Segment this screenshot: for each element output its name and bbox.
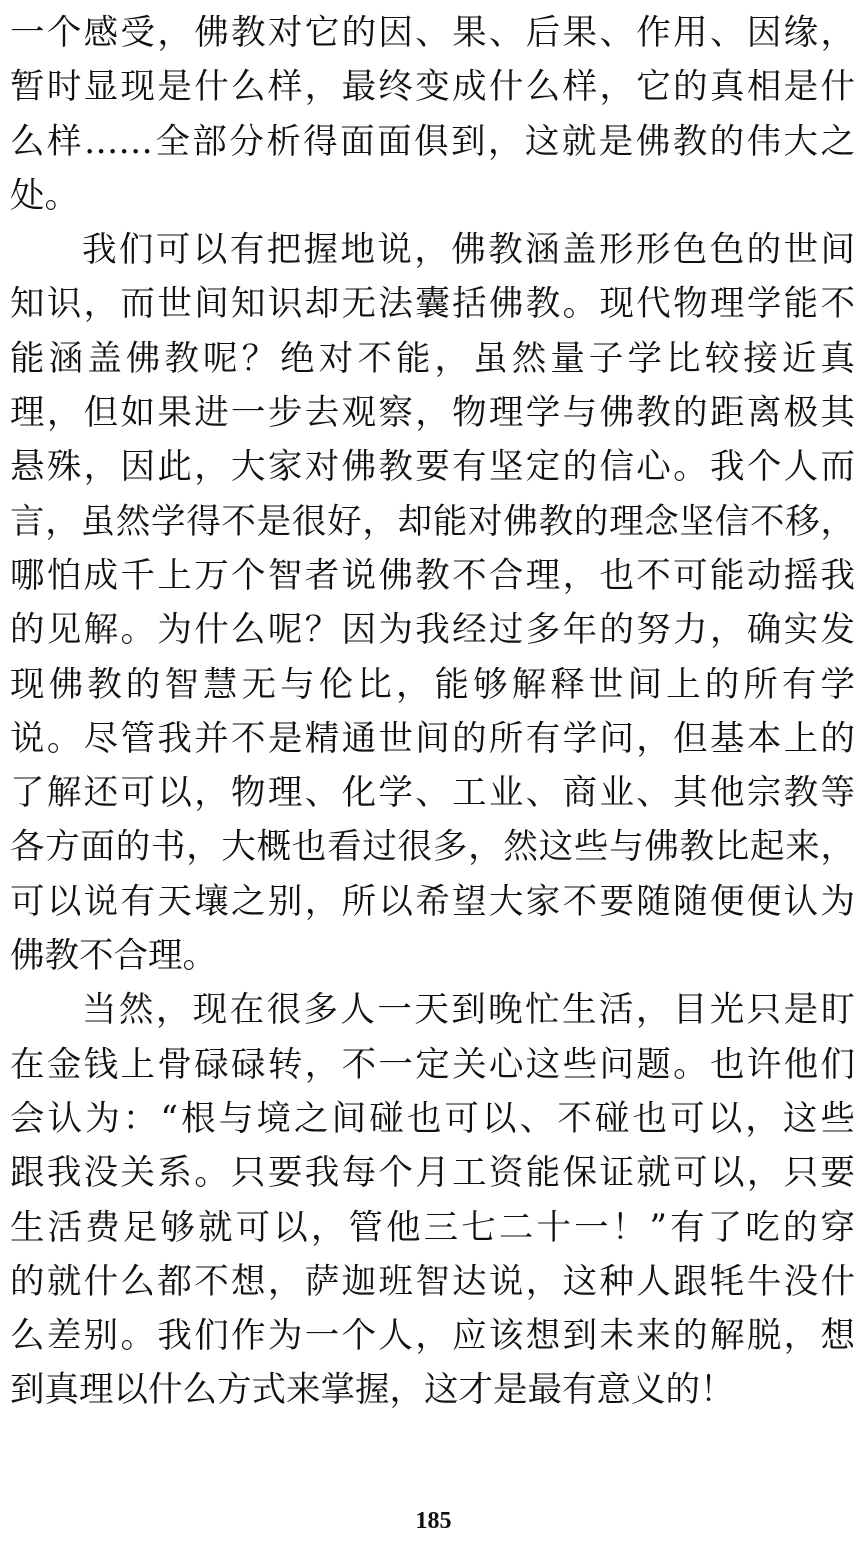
text-line: 哪怕成千上万个智者说佛教不合理，也不可能动摇我	[10, 555, 855, 596]
text-line: 知识，而世间知识却无法囊括佛教。现代物理学能不	[10, 284, 855, 325]
text-line: 的就什么都不想，萨迦班智达说，这种人跟牦牛没什	[10, 1261, 855, 1302]
text-line: 暂时显现是什么样，最终变成什么样，它的真相是什	[10, 67, 855, 108]
text-line: 会认为：“根与境之间碰也可以、不碰也可以，这些	[10, 1098, 855, 1139]
text-line: 可以说有天壤之别，所以希望大家不要随随便便认为	[10, 881, 855, 922]
text-line: 悬殊，因此，大家对佛教要有坚定的信心。我个人而	[10, 447, 855, 488]
text-line: 在金钱上骨碌碌转，不一定关心这些问题。也许他们	[10, 1044, 855, 1085]
text-line: 能涵盖佛教呢？绝对不能，虽然量子学比较接近真	[10, 338, 855, 379]
text-line: 说。尽管我并不是精通世间的所有学问，但基本上的	[10, 718, 855, 759]
text-line: 理，但如果进一步去观察，物理学与佛教的距离极其	[10, 393, 855, 434]
text-line: 处。	[10, 175, 79, 216]
body-text	[10, 6, 855, 1418]
text-line: 言，虽然学得不是很好，却能对佛教的理念坚信不移，	[10, 501, 855, 542]
text-line: 的见解。为什么呢？因为我经过多年的努力，确实发	[10, 610, 855, 651]
text-line: 当然，现在很多人一天到晚忙生活，目光只是盯	[82, 990, 855, 1031]
text-line: 佛教不合理。	[10, 936, 217, 977]
text-line: 我们可以有把握地说，佛教涵盖形形色色的世间	[82, 230, 855, 271]
text-line: 各方面的书，大概也看过很多，然这些与佛教比起来，	[10, 827, 855, 868]
text-line: 一个感受，佛教对它的因、果、后果、作用、因缘，	[10, 13, 855, 53]
text-line: 了解还可以，物理、化学、工业、商业、其他宗教等	[10, 773, 855, 814]
page-number: 185	[415, 1508, 452, 1534]
text-line: 现佛教的智慧无与伦比，能够解释世间上的所有学	[10, 664, 855, 705]
text-line: 生活费足够就可以，管他三七二十一！”有了吃的穿	[10, 1207, 855, 1248]
text-line: 么差别。我们作为一个人，应该想到未来的解脱，想	[10, 1316, 855, 1357]
text-line: 到真理以什么方式来掌握，这才是最有意义的！	[10, 1370, 735, 1411]
text-line: 么样……全部分析得面面俱到，这就是佛教的伟大之	[10, 121, 855, 162]
text-line: 跟我没关系。只要我每个月工资能保证就可以，只要	[10, 1153, 855, 1194]
